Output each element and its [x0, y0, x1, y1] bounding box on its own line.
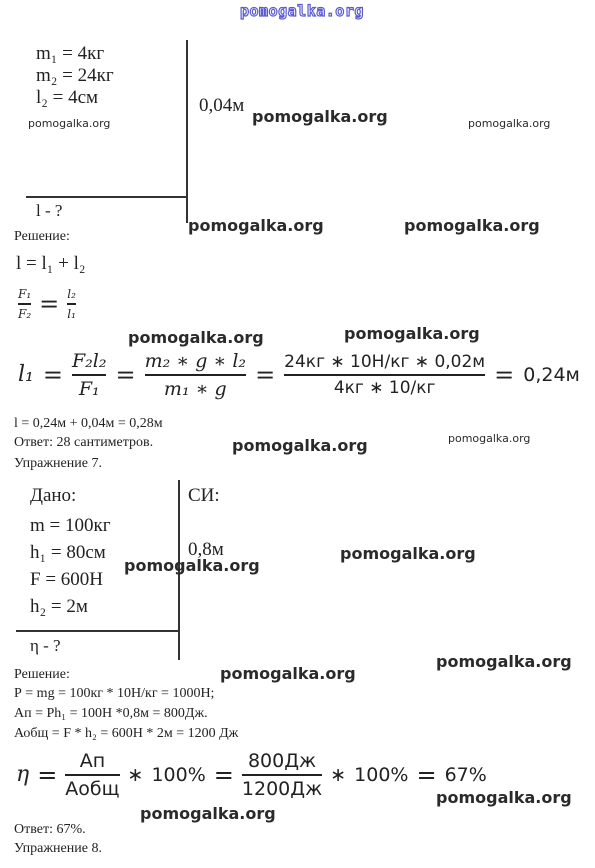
formula-result: 67%	[444, 763, 487, 786]
find-label: η - ?	[30, 636, 61, 655]
denominator: 4кг ∗ 10/кг	[333, 377, 436, 398]
denominator: 1200Дж	[241, 777, 323, 800]
numerator: 800Дж	[247, 750, 317, 772]
watermark[interactable]: pomogalka.org	[220, 664, 356, 683]
find-label: l - ?	[36, 201, 63, 220]
table-divider	[16, 630, 180, 632]
watermark[interactable]: pomogalka.org	[468, 117, 551, 130]
sum-line: l = 0,24м + 0,04м = 0,28м	[14, 416, 163, 431]
watermark[interactable]: pomogalka.org	[436, 652, 572, 671]
denominator: F₁	[78, 377, 100, 400]
ratio-equation: $\frac{\text{F₁}}{\text{F₂}}$ = $\frac{\text{l₂}}{\text{l₁}}$	[18, 287, 76, 321]
watermark[interactable]: pomogalka.org	[344, 324, 480, 343]
solution-line: Р = mg = 100кг * 10Н/кг = 1000Н;	[14, 686, 215, 701]
watermark[interactable]: pomogalka.org	[340, 544, 476, 563]
given-list	[36, 43, 114, 109]
si-value: 0,04м	[199, 95, 245, 116]
denominator: Aобщ	[65, 777, 120, 800]
numerator: l₂	[67, 287, 76, 301]
given-item: m₂ = 24кг	[36, 65, 114, 86]
watermark[interactable]: pomogalka.org	[140, 804, 276, 823]
answer: Ответ: 67%.	[14, 822, 86, 837]
main-formula: l₁ = $\frac{\text{F₂l₂}}{\text{F₁}}$ = $\frac{\text{m₂ ∗ g ∗ l₂}}{\text{m₁ ∗ g}}$ = $\frac{24кг ∗ 10Н/кг ∗ 0,02м}{4кг ∗ 10/кг}$ = 0,24м	[18, 350, 580, 400]
watermark[interactable]: pomogalka.org	[128, 328, 264, 347]
denominator: m₁ ∗ g	[163, 377, 227, 400]
table-divider	[26, 196, 188, 198]
watermark[interactable]: pomogalka.org	[252, 107, 388, 126]
exercise-label: Упражнение 8.	[14, 841, 102, 856]
denominator: l₁	[67, 306, 76, 321]
watermark[interactable]: pomogalka.org	[436, 788, 572, 807]
numerator: F₂l₂	[71, 350, 107, 372]
numerator: Aп	[79, 750, 106, 772]
answer: Ответ: 28 сантиметров.	[14, 435, 154, 450]
exercise-label: Упражнение 7.	[14, 456, 102, 471]
percent-value: 100%	[354, 763, 409, 786]
solution-line: Аобщ = F * h₂ = 600Н * 2м = 1200 Дж	[14, 726, 239, 741]
formula-lhs: l₁	[18, 362, 34, 388]
given-title: Дано:	[30, 485, 77, 506]
watermark[interactable]: pomogalka.org	[28, 117, 111, 130]
given-item: m = 100кг	[30, 515, 111, 536]
watermark[interactable]: pomogalka.org	[448, 432, 531, 445]
solution-line: Ап = Ph₁ = 100Н *0,8м = 800Дж.	[14, 706, 208, 721]
given-item: h₁ = 80см	[30, 542, 106, 563]
numerator: m₂ ∗ g ∗ l₂	[144, 350, 247, 372]
given-item: F = 600Н	[30, 569, 104, 590]
denominator: F₂	[18, 306, 32, 321]
watermark[interactable]: pomogalka.org	[188, 216, 324, 235]
efficiency-formula: η = $\frac{Aп}{\text{Aобщ}}$ ∗ 100% = $\frac{800Дж}{1200Дж}$ ∗ 100% = 67%	[16, 750, 487, 800]
si-value: 0,8м	[188, 539, 224, 560]
si-title: СИ:	[188, 485, 220, 506]
solution-label: Решение:	[14, 229, 70, 244]
formula-result: 0,24м	[523, 363, 580, 386]
given-item: l₂ = 4см	[36, 87, 99, 108]
numerator: 24кг ∗ 10Н/кг ∗ 0,02м	[284, 352, 486, 372]
watermark[interactable]: pomogalka.org	[124, 556, 260, 575]
percent-value: 100%	[151, 763, 206, 786]
watermark[interactable]: pomogalka.org	[232, 436, 368, 455]
solution-label: Решение:	[14, 667, 70, 682]
formula-lhs: η	[16, 762, 30, 788]
site-watermark[interactable]: pomogalka.org	[240, 2, 364, 20]
given-list	[30, 512, 111, 620]
numerator: F₁	[18, 287, 32, 301]
watermark[interactable]: pomogalka.org	[404, 216, 540, 235]
given-item: m₁ = 4кг	[36, 43, 105, 64]
equation: l = l₁ + l₂	[16, 253, 86, 274]
given-item: h₂ = 2м	[30, 596, 88, 617]
